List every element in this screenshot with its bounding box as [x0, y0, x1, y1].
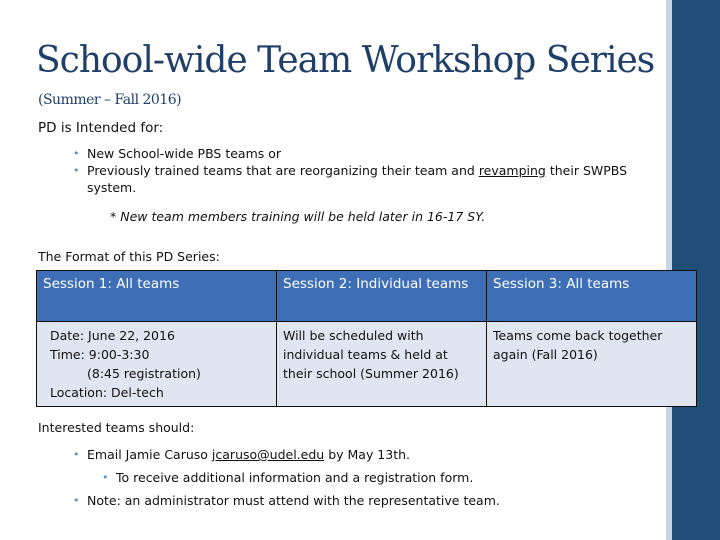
session-3-text: Teams come back together again (Fall 2016): [493, 328, 663, 362]
table-row: [37, 271, 697, 322]
revamping-word: revamping: [478, 163, 546, 178]
bullet-icon: •: [102, 471, 109, 484]
email-suffix: by May 13th.: [328, 447, 411, 462]
session-2-header: Session 2: Individual teams: [277, 271, 487, 322]
email-prefix: Email Jamie Caruso: [87, 447, 208, 462]
interested-heading: Interested teams should:: [38, 420, 195, 435]
session-1-registration: (8:45 registration): [87, 366, 201, 381]
intended-heading: PD is Intended for:: [38, 120, 164, 136]
intended-bullet-1: New School-wide PBS teams or: [87, 146, 282, 161]
session-1-date: Date: June 22, 2016: [50, 328, 175, 343]
registration-info: To receive additional information and a registration form.: [116, 470, 474, 485]
bullet-icon: •: [73, 147, 80, 160]
format-heading: The Format of this PD Series:: [38, 249, 220, 264]
session-2-text: Will be scheduled with individual teams & held at their school (Summer 2016): [283, 328, 459, 381]
email-link[interactable]: jcaruso@udel.edu: [211, 447, 325, 462]
intended-list: [73, 145, 663, 196]
list-item: [73, 162, 663, 196]
session-1-location: Location: Del-tech: [50, 385, 164, 400]
bullet-icon: •: [73, 448, 80, 461]
interested-list: [73, 443, 500, 512]
session-1-header: Session 1: All teams: [37, 271, 277, 322]
intended-bullet-2b: their SWPBS system.: [87, 163, 628, 195]
page-title: School-wide Team Workshop Series: [36, 40, 655, 81]
page-subtitle: (Summer – Fall 2016): [38, 92, 182, 108]
list-item: [73, 489, 500, 512]
list-item: [73, 145, 663, 162]
list-item: [102, 466, 500, 489]
administrator-note: Note: an administrator must attend with the representative team.: [87, 493, 500, 508]
session-1-time: Time: 9:00-3:30: [50, 347, 150, 362]
table-row: [37, 322, 697, 407]
session-3-details: [487, 322, 697, 407]
training-note: * New team members training will be held later in 16-17 SY.: [110, 209, 486, 224]
session-1-details: [37, 322, 277, 407]
session-3-header: Session 3: All teams: [487, 271, 697, 322]
list-item: [73, 443, 500, 466]
bullet-icon: •: [73, 494, 80, 507]
session-table: [36, 270, 697, 407]
intended-bullet-2a: Previously trained teams that are reorganizing their team and: [87, 163, 475, 178]
session-2-details: [277, 322, 487, 407]
bullet-icon: •: [73, 164, 80, 177]
